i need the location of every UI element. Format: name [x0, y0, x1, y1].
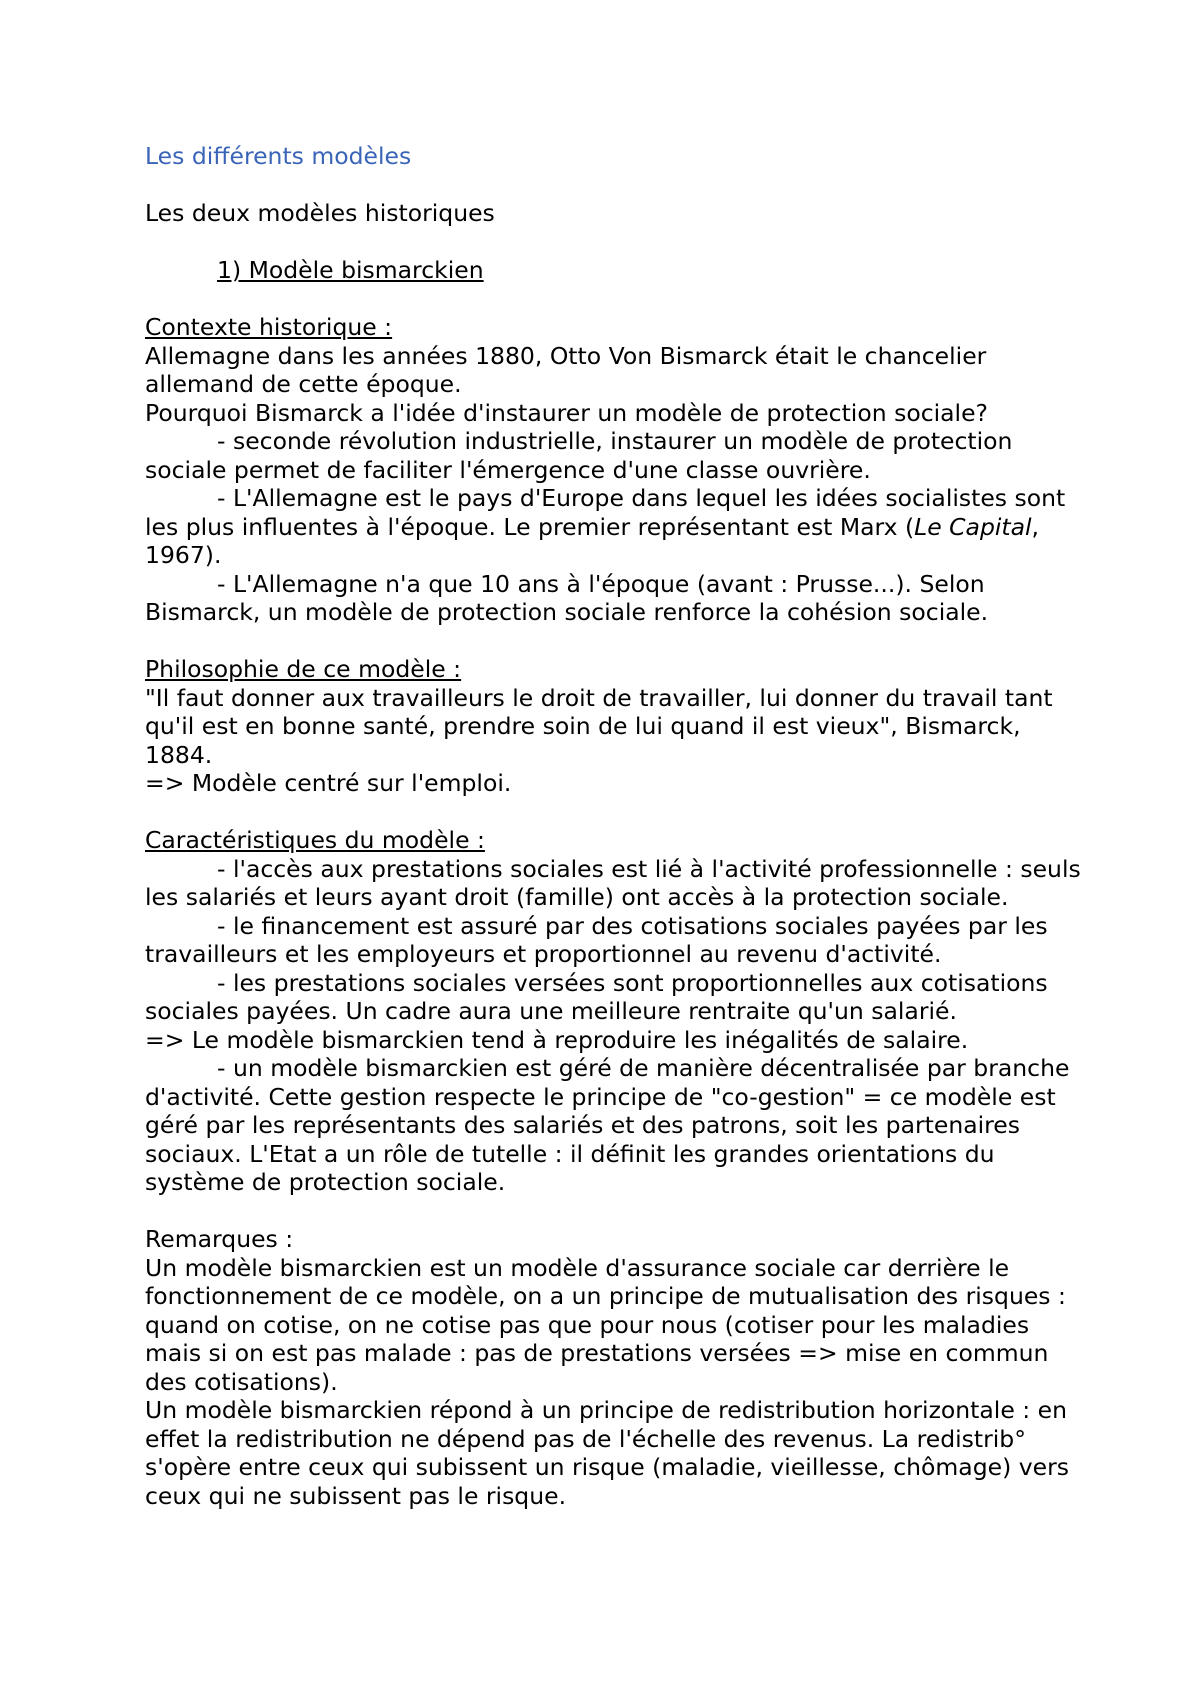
- contexte-heading: [145, 313, 1085, 342]
- document-body: [145, 142, 1085, 1510]
- contexte-bullet-2-start: - L'Allemagne est le pays d'Europe dans lequel les idées socialistes sont les plus influentes à l'époque. Le premier représentant est Marx (: [145, 484, 1066, 541]
- contexte-bullet-2-end: , 1967).: [145, 512, 1040, 569]
- caracteristiques-heading: [145, 826, 1085, 855]
- caracteristiques-conclusion: => Le modèle bismarckien tend à reproduire les inégalités de salaire.: [145, 1025, 969, 1054]
- section-heading: Les deux modèles historiques: [145, 199, 495, 227]
- philosophie-heading: [145, 655, 1085, 684]
- caracteristiques-heading-text: Caractéristiques du modèle :: [145, 826, 485, 854]
- subsection-heading-text: 1) Modèle bismarckien: [217, 256, 484, 284]
- document-title: Les différents modèles: [145, 142, 412, 170]
- remarques-paragraph-1: Un modèle bismarckien est un modèle d'assurance sociale car derrière le fonctionnement de ce modèle, on a un principe de mutualisation des risques : quand on cotise, on ne cotise pas que pour nous (cotiser pour les maladies mais si on est pas malade : pas de prestations versées => mise en commun des cotisations).: [145, 1253, 1066, 1396]
- contexte-bullet-1: - seconde révolution industrielle, instaurer un modèle de protection sociale permet de faciliter l'émergence d'une classe ouvrière.: [145, 427, 1013, 484]
- contexte-bullet-3: - L'Allemagne n'a que 10 ans à l'époque (avant : Prusse...). Selon Bismarck, un modèle de protection sociale renforce la cohésion sociale.: [145, 569, 989, 626]
- remarques-paragraph-2: Un modèle bismarckien répond à un principe de redistribution horizontale : en effet la redistribution ne dépend pas de l'échelle des revenus. La redistrib° s'opère entre ceux qui subissent un risque (maladie, vieillesse, chômage) vers ceux qui ne subissent pas le risque.: [145, 1396, 1069, 1510]
- caracteristiques-bullet-2: - le financement est assuré par des cotisations sociales payées par les travailleurs et les employeurs et proportionnel au revenu d'activité.: [145, 911, 1048, 968]
- caracteristiques-bullet-4: - un modèle bismarckien est géré de manière décentralisée par branche d'activité. Cette gestion respecte le principe de "co-gestion" = ce modèle est géré par les représentants des salariés et des patrons, soit les partenaires sociaux. L'Etat a un rôle de tutelle : il définit les grandes orientations du système de protection sociale.: [145, 1054, 1070, 1196]
- contexte-paragraph-1: Allemagne dans les années 1880, Otto Von Bismarck était le chancelier allemand de cette époque.: [145, 341, 987, 398]
- contexte-heading-text: Contexte historique :: [145, 313, 393, 341]
- book-title: Le Capital: [914, 512, 1032, 541]
- philosophie-quote: "Il faut donner aux travailleurs le droit de travailler, lui donner du travail tant qu'il est en bonne santé, prendre soin de lui quand il est vieux", Bismarck, 1884.: [145, 683, 1053, 769]
- philosophie-heading-text: Philosophie de ce modèle :: [145, 655, 462, 683]
- philosophie-conclusion: => Modèle centré sur l'emploi.: [145, 769, 512, 797]
- remarques-heading: Remarques :: [145, 1225, 294, 1253]
- caracteristiques-bullet-3: - les prestations sociales versées sont proportionnelles aux cotisations sociales payées. Un cadre aura une meilleure rentraite qu'un salarié.: [145, 968, 1048, 1025]
- subsection-heading: [145, 256, 1085, 285]
- contexte-paragraph-2: Pourquoi Bismarck a l'idée d'instaurer un modèle de protection sociale?: [145, 398, 989, 427]
- contexte-bullet-2: [145, 484, 1085, 570]
- caracteristiques-bullet-1: - l'accès aux prestations sociales est lié à l'activité professionnelle : seuls les salariés et leurs ayant droit (famille) ont accès à la protection sociale.: [145, 854, 1081, 911]
